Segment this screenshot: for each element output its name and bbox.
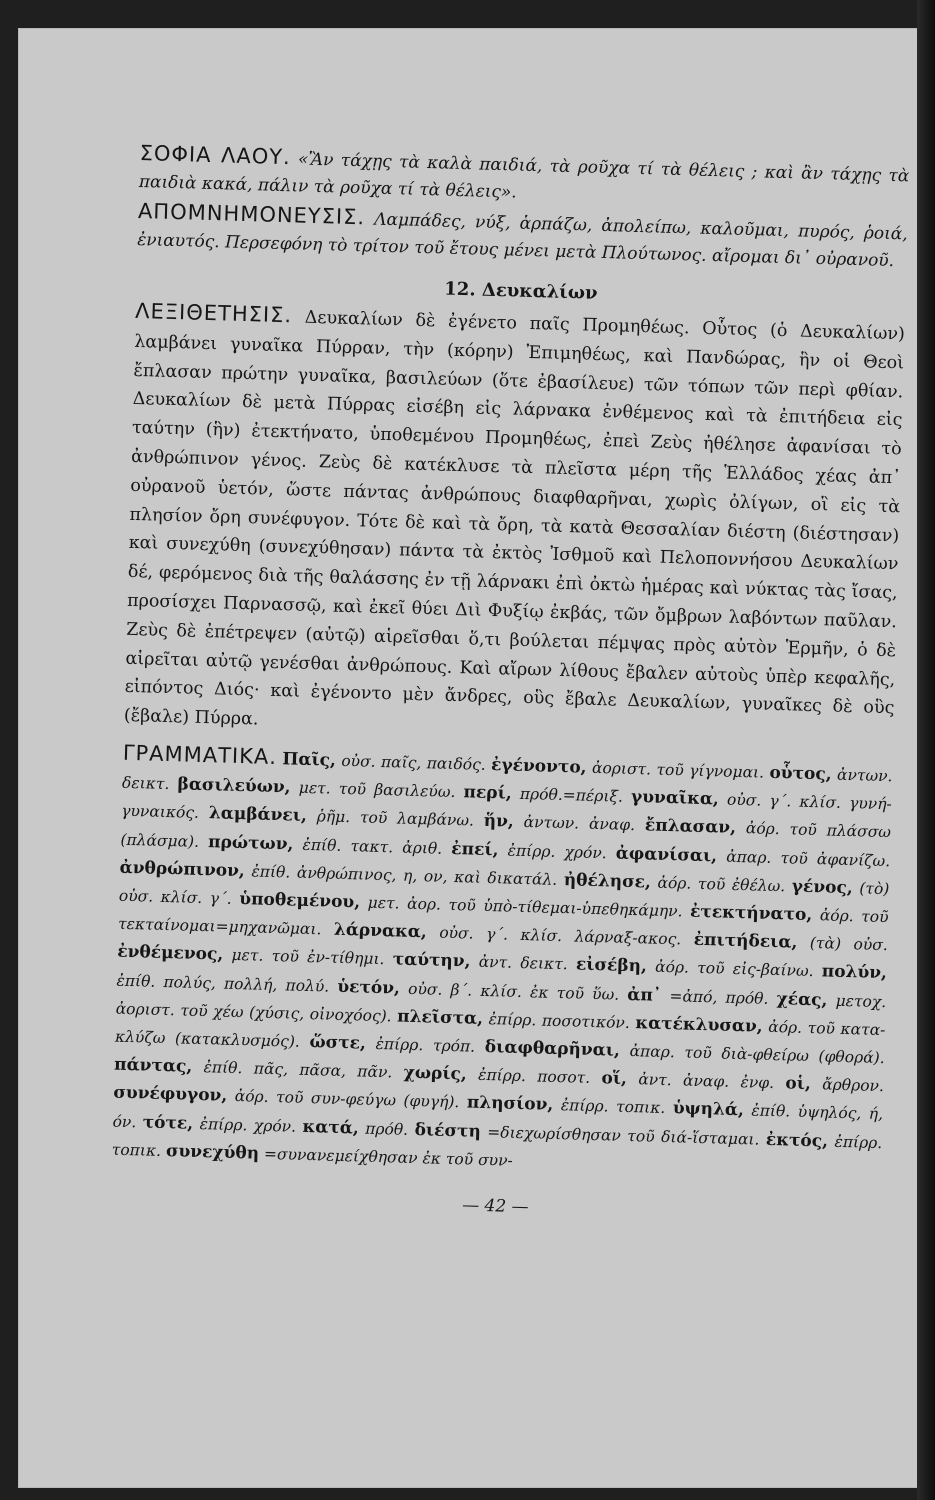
gloss-word: οἱ, (785, 1073, 812, 1095)
gloss-definition: =συνανεμείχθησαν ἐκ τοῦ συν- (263, 1144, 514, 1170)
gloss-word: κατέκλυσαν, (635, 1012, 763, 1037)
gloss-word: ἐτεκτήνατο, (689, 901, 813, 926)
gloss-definition: ἐπίρρ. τρόπ. (375, 1034, 476, 1056)
gloss-word: ἥν, (483, 811, 515, 833)
gloss-definition: =ἀπό, πρόθ. (669, 986, 769, 1008)
gloss-definition: ἄρθρον. (821, 1075, 885, 1096)
gloss-definition: ἐπίρρ. τοπικ. (560, 1096, 666, 1118)
scan-edge (917, 0, 935, 1500)
gloss-definition: μετ. ἀορ. τοῦ ὑπὸ-τίθεμαι-ὑπεθηκάμην. (367, 893, 683, 921)
gloss-word: ταύτην, (392, 949, 471, 972)
gloss-word: ἐκτός, (765, 1129, 829, 1152)
gloss-definition: μετ. τοῦ βασιλεύω. (298, 778, 456, 802)
gloss-word: διαφθαρῆναι, (484, 1036, 621, 1061)
gloss-word: οἵ, (601, 1068, 628, 1090)
gloss-word: πλεῖστα, (396, 1006, 484, 1029)
gloss-definition: ἀόρ. τοῦ κατα-κλύζω (κατακλυσμός). (114, 1017, 886, 1051)
gloss-word: ἔπλασαν, (644, 815, 737, 839)
grammatika-heading: ΓΡΑΜΜΑΤΙΚΑ. (122, 740, 278, 770)
apomnimoneusis-text: Λαμπάδες, νύξ, ἁρπάζω, ἀπολείπω, καλοῦμαι, πυρός, ῥοιά, ἐνιαυτός. Περσεφόνη τὸ τρίτον τοῦ ἔτους μένει μετὰ Πλούτωνος. αἴρομαι δι᾽ οὐρανοῦ. (136, 209, 908, 272)
gloss-definition: ἀντων. ἀναφ. (523, 813, 636, 835)
gloss-definition: ἐπίθ. πολύς, πολλή, πολύ. (116, 971, 330, 996)
gloss-definition: ἐπίρρ. ποσοτ. (477, 1065, 591, 1088)
page-content (110, 140, 909, 1227)
gloss-definition: ἐπίθ. τακτ. ἀριθ. (302, 835, 443, 858)
grammatika-entries (112, 750, 893, 1169)
gloss-definition: πρόθ.=πέριξ. (519, 785, 624, 806)
gloss-word: διέστη (414, 1119, 482, 1142)
gloss-definition: ἐπίθ. πᾶς, πᾶσα, πᾶν. (203, 1058, 393, 1082)
gloss-definition: ἐπίρρ. χρόν. (199, 1114, 297, 1136)
sofia-text: «Ἂν τάχῃς τὰ καλὰ παιδιά, τὰ ροῦχα τί τὰ θέλεις ; καὶ ἂν τάχῃς τὰ παιδιὰ κακά, πάλιν τὰ ροῦχα τί τὰ θέλεις». (138, 149, 910, 203)
lexithetisis-heading: ΛΕΞΙΘΕΤΗΣΙΣ. (134, 298, 293, 328)
gloss-definition: μετοχ. ἀοριστ. τοῦ χέω (χύσις, οἰνοχόος). (115, 991, 887, 1026)
gloss-definition: ἐπίθ. ὑψηλός, ή, όν. (112, 1101, 884, 1131)
gloss-word: ἀφανίσαι, (615, 843, 718, 866)
gloss-word: συνεχύθη (165, 1140, 260, 1164)
gloss-definition: οὐσ. γ΄. κλίσ. λάρναξ-ακος. (439, 923, 682, 949)
gloss-word: γυναῖκα, (630, 787, 720, 810)
sofia-heading: ΣΟΦΙΑ ΛΑΟΥ. (139, 140, 292, 170)
gloss-word: κατά, (302, 1116, 360, 1139)
gloss-definition: ῥῆμ. τοῦ λαμβάνω. (316, 807, 475, 830)
gloss-definition: ἀόρ. τοῦ συν-φεύγω (φυγή). (234, 1087, 460, 1112)
gloss-definition: =διεχωρίσθησαν τοῦ διά-ἵσταμαι. (487, 1122, 760, 1149)
gloss-definition: ἀοριστ. τοῦ γίγνομαι. (591, 758, 765, 782)
lesson-title: 12. Δευκαλίων (444, 278, 598, 304)
gloss-definition: ἀπαρ. τοῦ ἀφανίζω. (725, 847, 891, 870)
gloss-definition: ἀόρ. τοῦ πλάσσω (πλάσμα). (120, 819, 892, 851)
gloss-word: συνέφυγον, (113, 1083, 228, 1107)
gloss-definition: οὐσ. παῖς, παιδός. (341, 751, 486, 774)
gloss-definition: (τὸ) οὐσ. κλίσ. γ΄. (118, 879, 890, 908)
gloss-word: πάντας, (113, 1054, 193, 1078)
gloss-definition: πρόθ. (365, 1119, 409, 1139)
gloss-definition: ἀπαρ. τοῦ διὰ-φθείρω (φθορά). (629, 1042, 885, 1068)
gloss-word: πολύν, (821, 961, 888, 984)
gloss-word: ὑετόν, (337, 976, 401, 999)
gloss-word: ἐνθέμενος, (117, 942, 224, 966)
gloss-word: βασιλεύων, (177, 774, 291, 798)
gloss-definition: ἐπίθ. ἀνθρώπινος, η, ον, καὶ δικατάλ. (251, 862, 558, 889)
gloss-definition: ἀόρ. τοῦ ἐθέλω. (657, 873, 786, 896)
gloss-word: ὑψηλά, (672, 1098, 745, 1121)
gloss-word: ἐγένοντο, (490, 755, 587, 778)
gloss-word: χέας, (776, 988, 828, 1011)
lexithetisis-text: Δευκαλίων δὲ ἐγένετο παῖς Προμηθέως. Οὗτος (ὁ Δευκαλίων) λαμβάνει γυναῖκα Πύρραν, τὴν (κόρην) Ἐπιμηθέως, καὶ Πανδώρας, ἣν οἱ Θεοὶ ἔπλασαν πρώτην γυναῖκα, βασιλεύων (ὅτε ἐβασίλευε) τῶν τόπων τῶν περὶ φθίαν. Δευκαλίων δὲ μετὰ Πύρρας εἰσέβη εἰς λάρνακα ἐνθέμενος καὶ τὰ ἐπιτήδεια εἰς ταύτην (ἣν) ἐτεκτήνατο, ὑποθεμένου Προμηθέως, ἐπεὶ Ζεὺς ἠθέλησε ἀφανίσαι τὸ ἀνθρώπινον γένος. Ζεὺς δὲ κατέκλυσε τὰ πλεῖστα μέρη τῆς Ἑλλάδος χέας ἀπ᾽ οὐρανοῦ ὑετόν, ὥστε πάντας ἀνθρώπους διαφθαρῆναι, χωρὶς ὀλίγων, οἳ εἰς τὰ πλησίον ὄρη συνέφυγον. Τότε δὲ καὶ τὰ ὄρη, τὰ κατὰ Θεσσαλίαν διέστη (διέστησαν) καὶ συνεχύθη (συνεχύθησαν) πάντα τὰ ἐκτὸς Ἰσθμοῦ καὶ Πελοποννήσου Δευκαλίων δέ, φερόμενος διὰ τῆς θαλάσσης ἐν τῇ λάρνακι ἐπὶ ὀκτὼ ἡμέρας καὶ νύκτας τὰς ἴσας, προσίσχει Παρνασσῷ, καὶ ἐκεῖ θύει Διὶ Φυξίῳ ἐκβάς, τῶν ὄμβρων λαβόντων παῦλαν. Ζεὺς δὲ ἐπέτρεψεν (αὐτῷ) αἱρεῖσθαι ὅ,τι βούλεται πέμψας πρὸς αὐτὸν Ἑρμῆν, ὁ δὲ αἱρεῖται αὐτῷ γενέσθαι ἀνθρώπους. Καὶ αἴρων λίθους ἔβαλεν αὐτοὺς ὑπὲρ κεφαλῆς, εἰπόντος Διός· καὶ ἐγένοντο μὲν ἄνδρες, οὓς ἔβαλε Δευκαλίων, γυναῖκες δὲ οὓς (ἔβαλε) Πύρρα. (123, 307, 906, 730)
gloss-definition: ἀόρ. τοῦ τεκταίνομαι=μηχανῶμαι. (117, 906, 889, 939)
apomnimoneusis-heading: ΑΠΟΜΝΗΜΟΝΕΥΣΙΣ. (137, 198, 366, 230)
gloss-word: λάρνακα, (333, 919, 428, 943)
gloss-word: Παῖς, (282, 749, 337, 771)
lexithetisis-paragraph (123, 297, 905, 752)
gloss-definition: ἀόρ. τοῦ εἰς-βαίνω. (654, 958, 814, 981)
gloss-definition: ἐπίρρ. χρόν. (507, 841, 607, 862)
gloss-word: εἰσέβη, (575, 954, 648, 977)
gloss-word: χωρίς, (403, 1062, 468, 1085)
gloss-word: περί, (463, 782, 513, 804)
gloss-word: τότε, (142, 1112, 194, 1134)
gloss-definition: μετ. τοῦ ἐν-τίθημι. (231, 946, 385, 969)
gloss-definition: ἀντων. δεικτ. (121, 765, 893, 794)
gloss-word: λαμβάνει, (208, 803, 308, 827)
gloss-word: ἐπιτήδεια, (693, 929, 798, 953)
gloss-definition: ἐπίρρ. ποσοτικόν. (488, 1009, 631, 1032)
gloss-word: ἠθέλησε, (563, 869, 652, 893)
gloss-word: ἀπ᾽ (627, 984, 662, 1006)
gloss-definition: (τὰ) οὐσ. (809, 934, 889, 955)
page-number: — 42 — (461, 1195, 529, 1218)
gloss-word: ὥστε, (309, 1032, 367, 1054)
gloss-definition: ἐπίρρ. τοπικ. (111, 1132, 883, 1160)
gloss-word: ἀνθρώπινον, (119, 857, 246, 881)
gloss-word: πρώτων, (207, 831, 294, 855)
gloss-definition: οὐσ. γ΄. κλίσ. γυνή-γυναικός. (121, 790, 892, 823)
gloss-word: ἐπεί, (451, 838, 499, 860)
gloss-word: γένος, (791, 876, 854, 898)
gloss-definition: οὐσ. β΄. κλίσ. ἐκ τοῦ ὕω. (407, 979, 620, 1004)
grammatika-paragraph (111, 739, 893, 1185)
gloss-word: ὑποθεμένου, (239, 889, 361, 913)
gloss-definition: ἀντ. ἀναφ. ἐνφ. (638, 1070, 775, 1093)
gloss-definition: ἀντ. δεικτ. (478, 953, 568, 974)
gloss-word: οὗτος, (769, 762, 832, 785)
gloss-word: πλησίον, (466, 1092, 554, 1116)
